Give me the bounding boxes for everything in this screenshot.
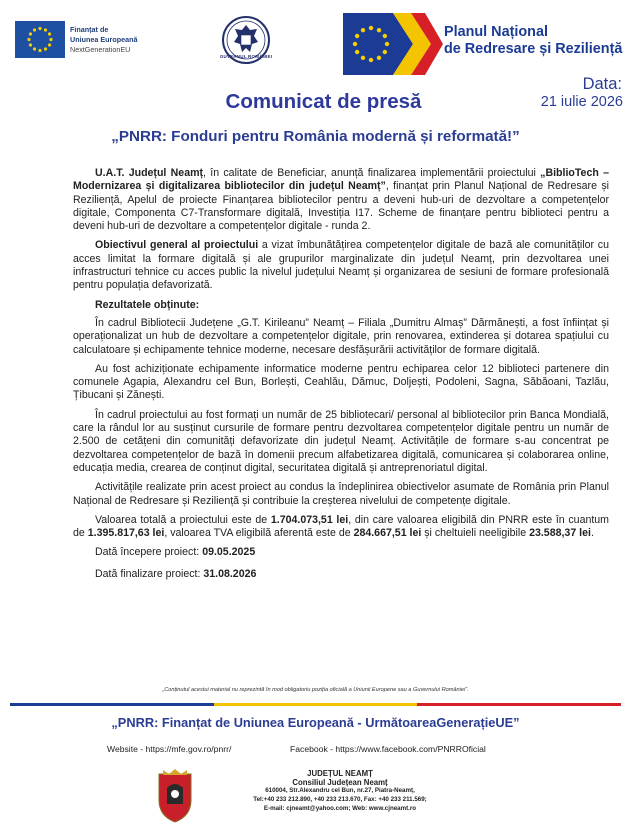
beneficiary-name: U.A.T. Județul Neamț [95,167,204,179]
neamt-county-crest-icon [155,768,195,824]
star-icon [385,42,389,46]
star-icon [33,28,36,31]
county-contact [200,770,480,814]
star-icon [361,28,365,32]
budget-vat: 284.667,51 lei [353,527,422,540]
project-dates [73,546,609,581]
results-heading: Rezultatele obținute: [95,298,200,311]
end-date [73,568,609,581]
paragraph-budget [73,514,609,541]
budget-text-2: , din care valoarea eligibilă din PNRR este în cuantum de [73,513,610,540]
website-link[interactable]: Website - https://mfe.gov.ro/pnrr/ [107,744,232,754]
paragraph-result-equipment: Au fost achiziționate echipamente informatice moderne pentru echiparea celor 12 biblioteci partenere din comunele Agapia, Alexandru cel Bun, Borlești, Ceahlău, Dămuc, Doljești, Podoleni, Sagna, Săbăoani, Tazlău, Țibucani și Zănești. [73,362,609,402]
start-date-value: 09.05.2025 [202,546,256,559]
star-icon [44,28,47,31]
paragraph-result-hub: În cadrul Bibliotecii Județene „G.T. Kirileanu” Neamț – Filiala „Dumitru Almaș” Dărmănești, a fost înființat și operaționalizat un hub de dezvoltare a competențelor digitale, prin renovarea, extinderea și dotarea spațiului cu calculatoare și echipamente tehnice moderne, necesare desfășurării activităților de formare digitală. [73,316,609,356]
start-date-label: Dată începere proiect: [95,546,203,559]
end-date-label: Dată finalizare proiect: [95,567,204,580]
star-icon [44,47,47,50]
press-subtitle: „PNRR: Fonduri pentru România modernă și reformată!” [111,128,520,145]
county-council: Consiliul Județean Neamț [292,777,388,787]
star-icon [355,34,359,38]
objective-heading: Obiectivul general al proiectului [95,239,259,252]
star-icon [38,27,41,30]
star-icon [369,26,373,30]
page-title-text: Comunicat de presă [225,90,422,113]
eu-funding-text [70,25,200,54]
end-date-value: 31.08.2026 [203,567,257,580]
pnrr-logo-title [444,24,629,58]
budget-text-4: și cheltuieli neeligibile [421,527,530,540]
page-title [0,90,631,114]
star-icon [29,43,32,46]
budget-ineligible: 23.588,37 lei [529,527,591,540]
star-icon [361,56,365,60]
county-email: E-mail: cjneamt@yahoo.com; Web: www.cjneamt.ro [263,804,417,812]
star-icon [383,50,387,54]
eu-text-line-3: NextGenerationEU [70,44,131,54]
footer-title: „PNRR: Finanțat de Uniunea Europeană - UrmătoareaGenerațieUE” [111,715,520,730]
star-icon [369,58,373,62]
star-icon [383,34,387,38]
date-label: Data: [582,75,622,93]
budget-text-1: Valoarea totală a proiectului este de [95,513,271,526]
paragraph-objective [73,239,609,292]
eu-text-line-2: Uniunea Europeană [70,34,138,44]
government-emblem-label: GUVERNUL ROMÂNIEI [219,54,273,59]
star-icon [48,43,51,46]
star-icon [355,50,359,54]
intro-text-1: , în calitate de Beneficiar, anunță finalizarea implementării proiectului [203,167,541,179]
eu-text-line-1: Finanțat de [70,25,109,34]
pnrr-logo-icon [343,13,443,75]
intro-text-2: , finanțat prin Planul Național de Redresare și Reziliență, Apelul de proiecte Finanțarea bibliotecilor pentru a deveni hub-uri de dezvoltare a competențelor digitale, Componenta C7-Transformare digitală, Investiția I17. Scheme de finanțare pentru biblioteci pentru a deveni hub-uri de dezvoltare a competențelor digitale - runda 2. [73,180,609,233]
pnrr-title-line-2: de Redresare și Reziliență [444,41,623,58]
objective-text: a vizat îmbunătățirea competențelor digitale de bază ale comunităților cu acces limitat la formare digitală și ale grupurilor marginalizate din județul Neamț, prin dezvoltarea unei infrastructuri tehnice cu acces public la nivelul județului Neamț și organizarea de sesiuni de formare profesională pentru populația defavorizată. [73,239,609,292]
county-phones: Tel:+40 233 212.890, +40 233 213.670, Fax: +40 233 211.569; [253,796,427,804]
eu-flag-icon [15,21,65,58]
star-icon [48,32,51,35]
star-icon [353,42,357,46]
county-address: 610004, Str.Alexandru cel Bun, nr.27, Piatra-Neamț, [265,787,415,795]
county-name: JUDEȚUL NEAMȚ [307,769,373,778]
budget-text-5: . [590,527,594,540]
press-body [73,167,609,589]
star-icon [49,38,52,41]
facebook-link[interactable]: Facebook - https://www.facebook.com/PNRROficial [290,744,486,754]
star-icon [29,32,32,35]
star-icon [377,56,381,60]
paragraph-intro [73,167,609,233]
paragraph-result-impact: Activitățile realizate prin acest proiect au condus la îndeplinirea obiectivelor asumate de România prin Planul Național de Redresare și Reziliență și contribuie la creșterea nivelului de competențe digitale. [73,481,609,507]
star-icon [33,47,36,50]
budget-total: 1.704.073,51 lei [270,513,349,526]
star-icon [38,49,41,52]
project-name: „BiblioTech – Modernizarea și digitalizarea bibliotecilor din județul Neamț” [73,167,609,193]
romanian-government-emblem-icon [220,14,272,72]
disclaimer: „Conținutul acestui material nu reprezintă în mod obligatoriu poziția oficială a Uniunii Europene sau a Guvernului României”. [162,687,469,693]
date-value: 21 iulie 2026 [540,94,623,110]
tricolor-divider [10,703,621,706]
budget-text-3: , valoarea TVA eligibilă aferentă este de [164,527,354,540]
budget-eligible: 1.395.817,63 lei [87,527,165,540]
start-date [73,546,609,559]
paragraph-result-training: În cadrul proiectului au fost formați un număr de 25 bibliotecari/ personal al bibliotecilor prin Banca Mondială, care la rândul lor au susținut cursurile de formare pentru dezvoltarea competențelor digitale pentru un număr de 2.500 de cetățeni din comunități defavorizate din județul Neamț. Activitățile de formare s-au concentrat pe dezvoltarea competențelor de bază în domenii precum alfabetizarea digitală, comunicarea și colaborarea online, educația media, crearea de conținut digital, securitatea digitală și antreprenoriatul digital. [73,408,609,474]
star-icon [377,28,381,32]
star-icon [27,38,30,41]
pnrr-title-line-1: Planul Național [444,24,548,40]
